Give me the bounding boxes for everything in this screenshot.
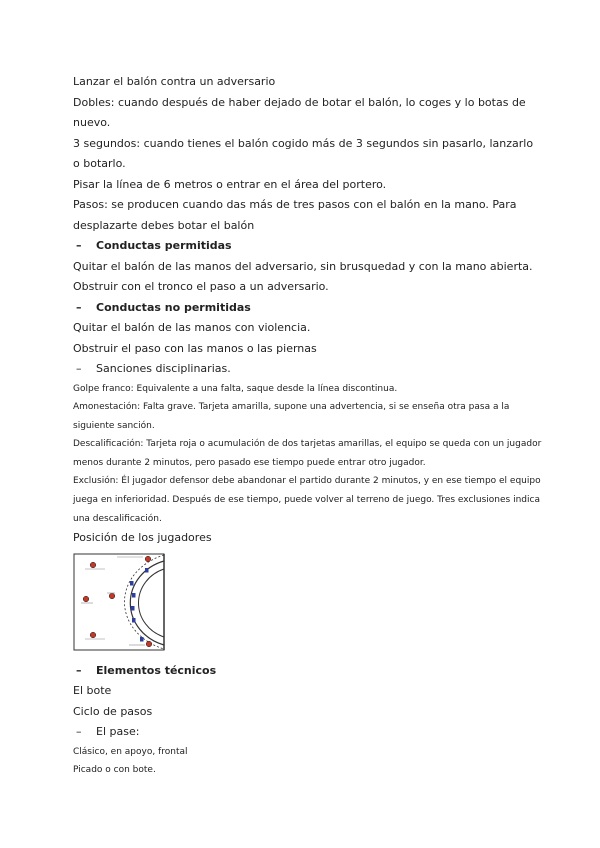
sanctions-heading	[73, 359, 543, 380]
pass-heading-text: El pase:	[96, 725, 140, 739]
fault-item: Dobles: cuando después de haber dejado de botar el balón, lo coges y lo botas de nuevo.	[73, 95, 526, 129]
defender-marker	[130, 581, 134, 586]
defender-marker	[132, 618, 136, 623]
document-page	[73, 72, 543, 780]
attacker-marker	[90, 632, 96, 638]
pass-item: Clásico, en apoyo, frontal	[73, 746, 188, 757]
allowed-item: Obstruir con el tronco el paso a un adversario.	[73, 280, 329, 293]
technical-heading	[73, 661, 543, 682]
allowed-heading	[73, 236, 543, 257]
fault-item: Lanzar el balón contra un adversario	[73, 75, 276, 88]
dash-bullet: –	[76, 362, 82, 375]
pass-heading	[73, 722, 543, 743]
forbidden-heading-text: Conductas no permitidas	[96, 300, 251, 314]
defender-marker	[131, 606, 135, 611]
technical-heading-text: Elementos técnicos	[96, 663, 217, 677]
forbidden-item: Obstruir el paso con las manos o las piernas	[73, 341, 317, 355]
defender-marker	[140, 637, 144, 642]
court-diagram	[73, 553, 165, 651]
dash-bullet: –	[76, 239, 82, 252]
court-border	[74, 554, 164, 650]
fault-item: Pisar la línea de 6 metros o entrar en el área del portero.	[73, 177, 387, 191]
dash-bullet: –	[76, 663, 82, 677]
fault-item: 3 segundos: cuando tienes el balón cogido más de 3 segundos sin pasarlo, lanzarlo o botarlo.	[73, 136, 534, 170]
forbidden-item: Quitar el balón de las manos con violencia.	[73, 321, 311, 334]
attacker-marker	[83, 596, 89, 602]
faults-list	[73, 72, 543, 236]
allowed-heading-text: Conductas permitidas	[96, 239, 232, 252]
attacker-marker	[145, 556, 151, 562]
attacker-marker	[109, 593, 115, 599]
forbidden-heading	[73, 298, 543, 319]
defender-marker	[145, 568, 149, 573]
dash-bullet: –	[76, 725, 82, 739]
pass-item: Picado o con bote.	[73, 765, 156, 776]
sanction-item: Golpe franco: Equivalente a una falta, saque desde la línea discontinua.	[73, 383, 398, 394]
sanction-item: Exclusión: Él jugador defensor debe abandonar el partido durante 2 minutos, y en ese tiempo el equipo juega en inferioridad. Después de ese tiempo, puede volver al terreno de juego. Tres exclusiones indica una descalificación.	[73, 476, 541, 524]
defender-marker	[132, 593, 136, 598]
positions-title: Posición de los jugadores	[73, 531, 212, 545]
sanction-item: Descalificación: Tarjeta roja o acumulación de dos tarjetas amarillas, el equipo se queda con un jugador menos durante 2 minutos, pero pasado ese tiempo puede entrar otro jugador.	[73, 439, 542, 468]
dash-bullet: –	[76, 300, 82, 314]
attacker-marker	[146, 641, 152, 647]
fault-item: Pasos: se producen cuando das más de tres pasos con el balón en la mano. Para desplazarte debes botar el balón	[73, 198, 517, 232]
allowed-item: Quitar el balón de las manos del adversario, sin brusquedad y con la mano abierta.	[73, 259, 533, 273]
attacker-marker	[90, 562, 96, 568]
sanctions-heading-text: Sanciones disciplinarias.	[96, 362, 231, 375]
technical-item: El bote	[73, 684, 112, 698]
sanction-item: Amonestación: Falta grave. Tarjeta amarilla, supone una advertencia, si se enseña otra pasa a la siguiente sanción.	[73, 402, 510, 431]
player-positions-figure	[73, 553, 543, 655]
technical-item: Ciclo de pasos	[73, 704, 153, 718]
